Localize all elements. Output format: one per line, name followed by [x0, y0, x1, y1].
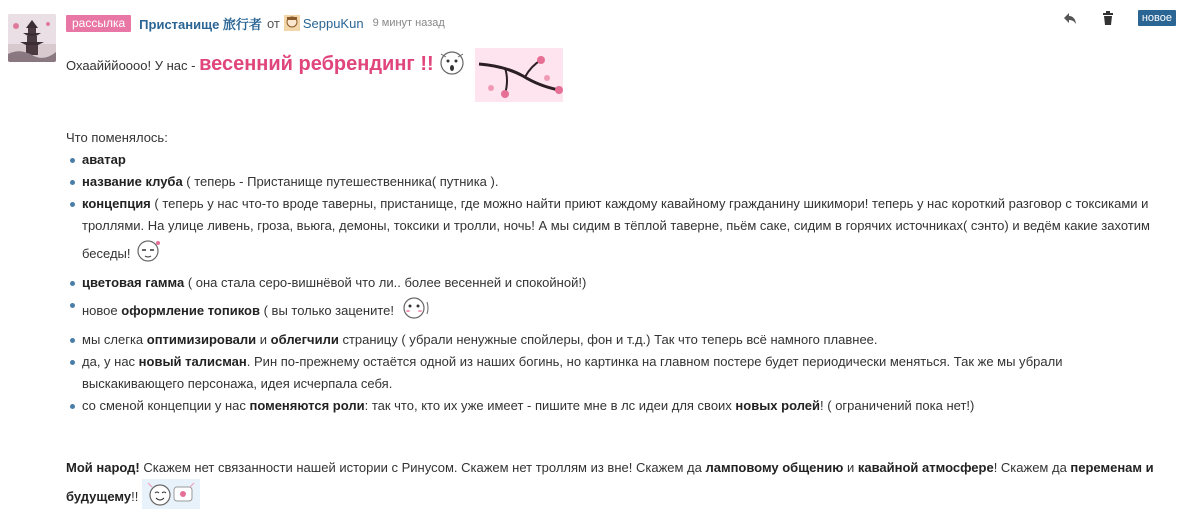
reply-icon[interactable] — [1062, 10, 1078, 26]
username-link[interactable]: SeppuKun — [302, 15, 364, 31]
list-item: цветовая гамма ( она стала серо-вишнёвой что ли.. более весенней и спокойной!) — [82, 272, 1166, 294]
club-link[interactable]: Пристанище 旅行者 — [139, 16, 262, 32]
user-avatar[interactable] — [284, 15, 300, 31]
timestamp: 9 минут назад — [372, 17, 445, 29]
cheering-smiley-icon — [142, 479, 200, 516]
sakura-branch-image — [475, 48, 563, 102]
intro-line — [66, 40, 1166, 104]
list-item: мы слегка оптимизировали и облегчили страницу ( убрали ненужные спойлеры, фон и т.д.) Так что теперь всё намного плавнее. — [82, 329, 1166, 351]
list-item: со сменой концепции у нас поменяются роли: так что, кто их уже имеет - пишите мне в лс идеи для своих новых ролей! ( ограничений пока нет!) — [82, 395, 1166, 417]
intro-text: Охаайййоооо! У нас - — [66, 57, 196, 73]
list-item: название клуба ( теперь - Пристанище путешественника( путника ). — [82, 171, 1166, 193]
post-content — [66, 40, 1166, 516]
list-item: концепция ( теперь у нас что-то вроде таверны, пристанище, где можно найти приют каждому кавайному гражданину шикимори! теперь у нас короткий разговор с токсиками и троллями. На улице ливень, гроза, вьюга, демоны, токсики и тролли, ночь! А мы сидим в тёплой таверне, пьём саке, сидим в горячих источниках( сэнто) и ведём какие захотим беседы! — [82, 193, 1166, 272]
headline: весенний ребрендинг !! — [199, 52, 434, 75]
blushing-smiley-icon — [398, 294, 430, 329]
list-item: новое оформление топиков ( вы только зацените! — [82, 294, 1166, 329]
mailing-badge: рассылка — [66, 15, 131, 32]
from-label: от — [266, 15, 280, 31]
list-item: да, у нас новый талисман. Рин по-прежнему остаётся одной из наших богинь, но картинка на главном постере будет периодически меняться. Так же мы убрали выскакивающего персонажа, идея исчерпала себя. — [82, 351, 1166, 395]
shocked-smiley-icon — [437, 48, 467, 85]
thinking-smiley-icon — [134, 237, 162, 272]
final-paragraph: Мой народ! Скажем нет связанности нашей истории с Ринусом. Скажем нет троллям из вне! Скажем да ламповому общению и кавайной атмосфере! Скажем да переменам и будущему!! — [66, 457, 1166, 516]
new-badge: новое — [1138, 10, 1176, 26]
changes-list — [66, 149, 1166, 417]
changes-title: Что поменялось: — [66, 130, 168, 145]
post-header — [66, 14, 445, 32]
trash-icon[interactable] — [1100, 10, 1116, 26]
post-actions — [1062, 10, 1184, 26]
list-item: аватар — [82, 149, 1166, 171]
club-avatar[interactable] — [8, 14, 56, 62]
